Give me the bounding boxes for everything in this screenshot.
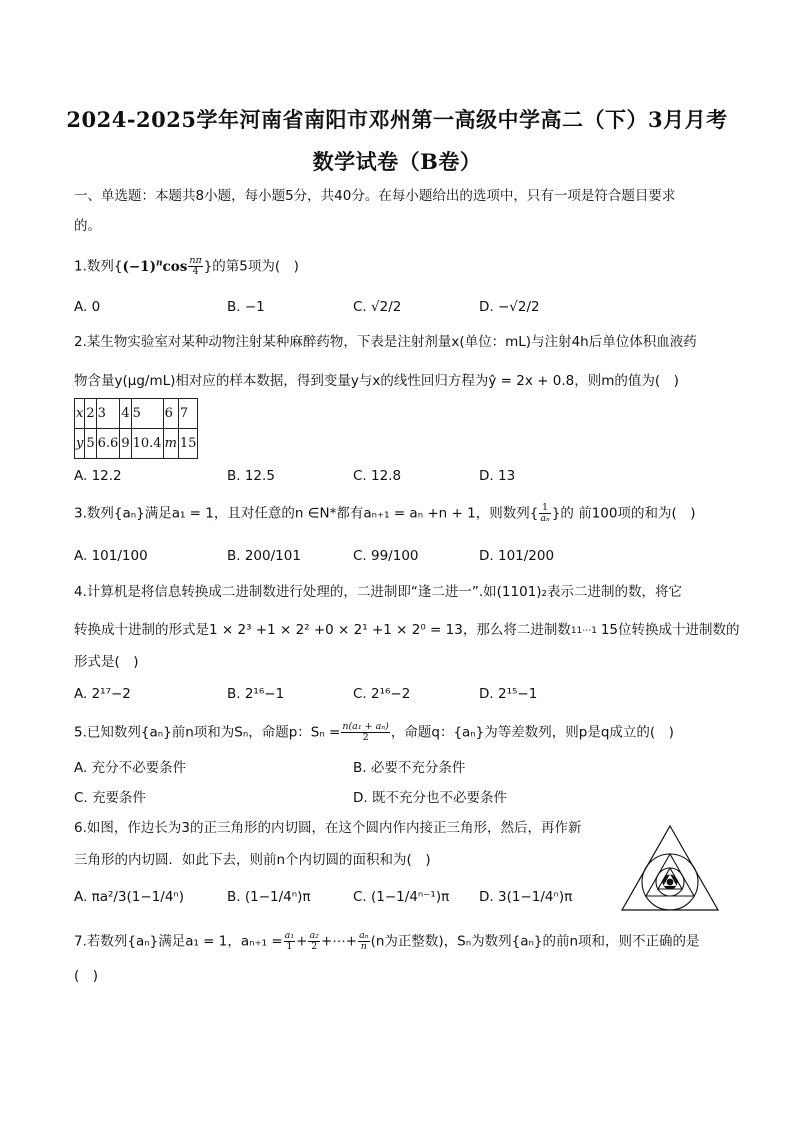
incircle-4 — [667, 879, 674, 886]
q4-option-a: A. 2¹⁷−2 — [74, 686, 131, 702]
question-4-line3: 形式是( ) — [74, 654, 139, 670]
q5-text-a: 5.已知数列{aₙ}前n项和为Sₙ，命题p：Sₙ = — [74, 724, 341, 741]
table-cell: 15 — [178, 429, 198, 459]
q7-text-b: (n为正整数)，Sₙ为数列{aₙ}的前n项和，则不正确的是 — [370, 933, 700, 950]
q4-option-b: B. 2¹⁶−1 — [227, 686, 285, 702]
question-6-line1: 6.如图，作边长为3的正三角形的内切圆，在这个圆内作内接正三角形，然后，再作新 — [74, 820, 582, 836]
q1-option-d: D. −√2/2 — [479, 299, 540, 315]
exam-title-line1: 2024-2025学年河南省南阳市邓州第一高级中学高二（下）3月月考 — [66, 107, 728, 132]
table-cell: 9 — [120, 429, 131, 459]
table-cell: x — [75, 399, 85, 429]
q4-line2-a: 转换成十进制的形式是1 × 2³ +1 × 2² +0 × 2¹ +1 × 2⁰ = 13，那么将二进制数 — [74, 622, 571, 638]
table-cell: 7 — [178, 399, 198, 429]
exam-title-line2: 数学试卷（B卷） — [312, 149, 482, 174]
q3-fraction: $\frac{1}{\text{aₙ}}$ — [540, 502, 550, 524]
table-row-x — [75, 399, 198, 429]
nested-triangle-circle-figure — [620, 824, 720, 912]
table-cell: m — [163, 429, 178, 459]
q2-data-table — [74, 398, 198, 459]
q1-fraction: $\frac{n\pi}{4}$ — [189, 255, 202, 277]
table-cell: y — [75, 429, 85, 459]
q4-option-c: C. 2¹⁶−2 — [353, 686, 411, 702]
table-cell: 3 — [96, 399, 120, 429]
q4-line2-b: 15位转换成十进制数的 — [600, 622, 740, 638]
q6-option-b: B. (1−1/4ⁿ)π — [227, 889, 311, 905]
q5-option-d: D. 既不充分也不必要条件 — [353, 790, 507, 806]
q5-option-c: C. 充要条件 — [74, 790, 147, 806]
q3-text-a: 3.数列{aₙ}满足a₁ = 1，且对任意的n ∈N*都有aₙ₊₁ = aₙ +n + 1，则数列{ — [74, 505, 539, 522]
q2-option-d: D. 13 — [479, 468, 516, 484]
q2-option-a: A. 12.2 — [74, 468, 122, 484]
q5-fraction: $\frac{\text{n(a₁ + aₙ)}}{2}$ — [342, 721, 389, 743]
q5-text-b: ，命题q：{aₙ}为等差数列，则p是q成立的( ) — [390, 724, 674, 741]
section-instruction-line1: 一、单选题：本题共8小题，每小题5分，共40分。在每小题给出的选项中，只有一项是符合题目要求 — [74, 188, 676, 204]
question-7: 7.若数列{aₙ}满足a₁ = 1，aₙ₊₁ = $\frac{\text{a₁}}{1}$ + $\frac{\text{a₂}}{2}$ +⋯+ $\frac{\text{aₙ}}{n}$ (n为正整数)，Sₙ为数列{aₙ}的前n项和，则不正确的是 — [74, 930, 700, 952]
q3-option-d: D. 101/200 — [479, 548, 555, 564]
table-cell: 2 — [85, 399, 96, 429]
q6-option-c: C. (1−1/4ⁿ⁻¹)π — [353, 889, 450, 905]
table-cell: 4 — [120, 399, 131, 429]
question-2-line1: 2.某生物实验室对某种动物注射某种麻醉药物，下表是注射剂量x(单位：mL)与注射4h后单位体积血液药 — [74, 334, 697, 350]
question-4-line1: 4.计算机是将信息转换成二进制数进行处理的，二进制即“逢二进一”.如(1101)₂表示二进制的数，将它 — [74, 584, 682, 600]
q5-option-a: A. 充分不必要条件 — [74, 760, 187, 776]
q1-option-a: A. 0 — [74, 299, 101, 315]
q3-option-c: C. 99/100 — [353, 548, 419, 564]
q1-suffix: }的第5项为( ) — [203, 258, 299, 275]
q5-option-b: B. 必要不充分条件 — [353, 760, 466, 776]
q3-text-b: }的 前100项的和为( ) — [551, 505, 696, 522]
question-2-line2: 物含量y(μg/mL)相对应的样本数据，得到变量y与x的线性回归方程为ŷ = 2x + 0.8，则m的值为( ) — [74, 373, 679, 389]
section-instruction-line2: 的。 — [74, 218, 101, 234]
question-5 — [74, 722, 674, 743]
table-cell: 6 — [163, 399, 178, 429]
table-row-y — [75, 429, 198, 459]
table-cell: 5 — [85, 429, 96, 459]
table-cell: 5 — [131, 399, 163, 429]
q1-formula: $(-1)^n\cos$ — [122, 258, 188, 275]
q6-option-d: D. 3(1−1/4ⁿ)π — [479, 889, 573, 905]
question-1 — [74, 253, 299, 277]
q1-prefix: 1.数列{ — [74, 258, 123, 275]
q3-option-b: B. 200/101 — [227, 548, 301, 564]
q4-option-d: D. 2¹⁵−1 — [479, 686, 538, 702]
q1-option-c: C. √2/2 — [353, 299, 402, 315]
q7-frac-n: $\frac{\text{aₙ}}{n}$ — [359, 930, 369, 952]
q4-overmark: 11⋯1 — [570, 626, 598, 636]
q2-option-b: B. 12.5 — [227, 468, 275, 484]
table-cell: 6.6 — [96, 429, 120, 459]
q7-text-a: 7.若数列{aₙ}满足a₁ = 1，aₙ₊₁ = — [74, 933, 283, 950]
q7-frac-2: $\frac{\text{a₂}}{2}$ — [309, 930, 319, 952]
q3-option-a: A. 101/100 — [74, 548, 148, 564]
q2-option-c: C. 12.8 — [353, 468, 402, 484]
q7-frac-1: $\frac{\text{a₁}}{1}$ — [284, 930, 295, 952]
table-cell: 10.4 — [131, 429, 163, 459]
question-7-line2: ( ) — [74, 968, 99, 984]
question-3 — [74, 503, 696, 524]
question-6-line2: 三角形的内切圆．如此下去，则前n个内切圆的面积和为( ) — [74, 852, 431, 868]
q1-option-b: B. −1 — [227, 299, 265, 315]
question-4-line2 — [74, 620, 740, 640]
q6-option-a: A. πa²/3(1−1/4ⁿ) — [74, 889, 185, 905]
